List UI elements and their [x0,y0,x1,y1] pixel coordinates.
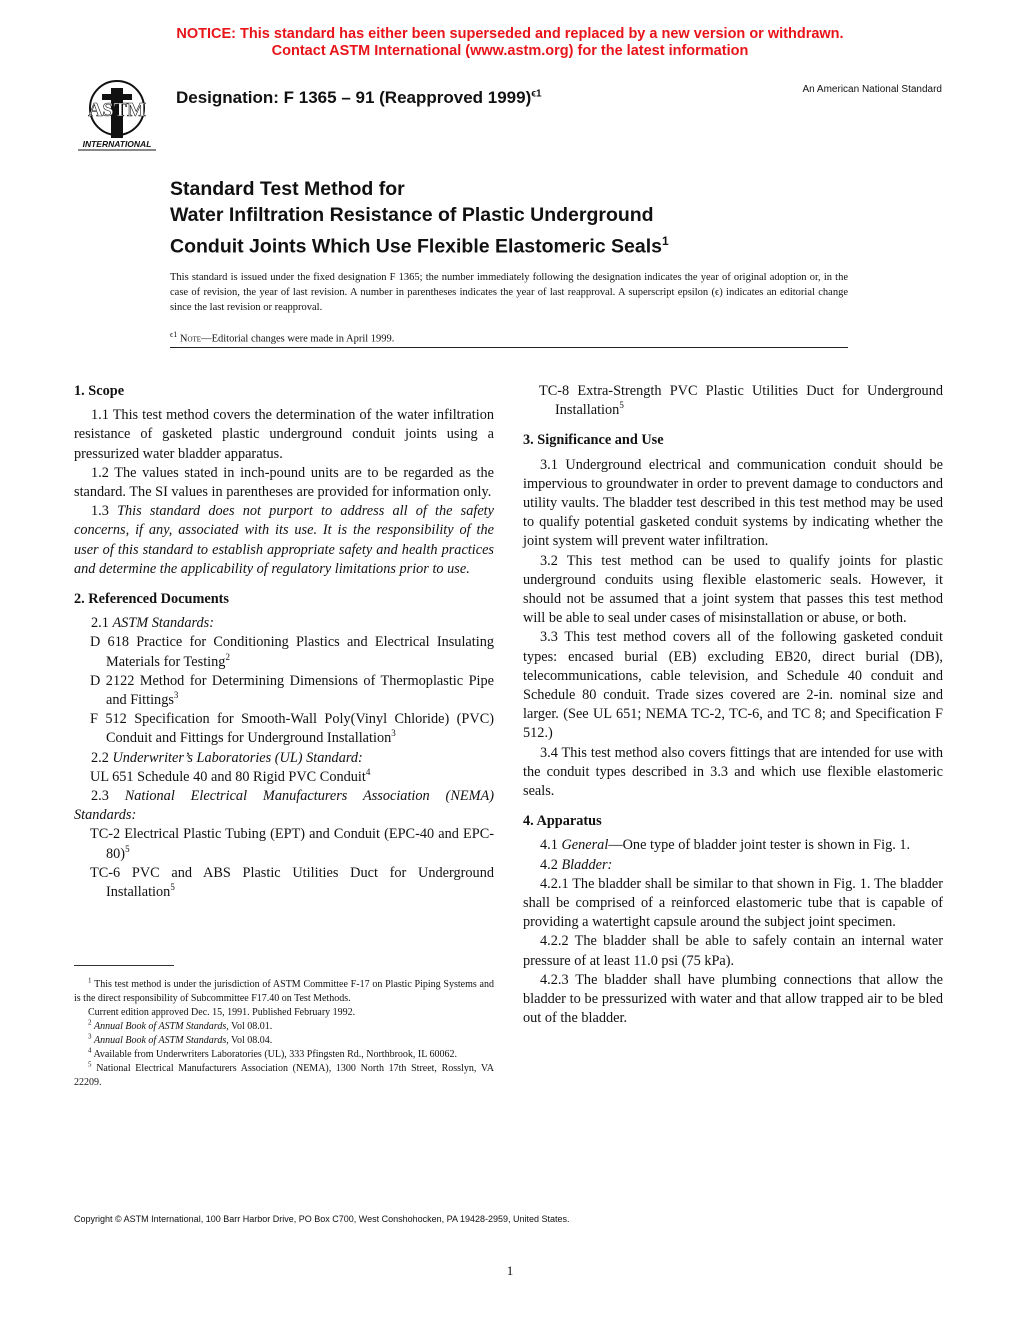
notice-line-1: NOTICE: This standard has either been superseded and replaced by a new version or withdrawn. [176,26,844,42]
logo-text: ASTM [88,99,146,121]
para-3-4: 3.4 This test method also covers fittings that are intended for use with the conduit types described in 3.3 and which use flexible elastomeric seals. [523,744,943,800]
section-4-heading: 4. Apparatus [523,813,602,830]
footnote-1 [74,978,494,1006]
para-1-2: 1.2 The values stated in inch-pound units are to be regarded as the standard. The SI values in parentheses are provided for information only. [74,464,494,501]
para-1-3-text: This standard does not purport to address all of the safety concerns, if any, associated with its use. It is the responsibility of the user of this standard to establish appropriate safety and health practices and determine the applicability of regulatory limitations prior to use. [74,503,494,577]
footnote-2-vol: , Vol 08.01. [226,1021,273,1032]
editorial-note [170,330,394,345]
ref-f512-sup: 3 [391,728,396,739]
ref-d618-sup: 2 [225,651,230,662]
para-2-3-text: National Electrical Manufacturers Association (NEMA) Standards: [74,788,494,824]
note-text: —Editorial changes were made in April 1999. [201,333,395,345]
designation-text: Designation: F 1365 – 91 (Reapproved 1999) [176,88,532,107]
footnote-5 [74,1062,494,1090]
designation [176,88,542,108]
header-rule [170,347,848,348]
para-4-1 [523,836,943,855]
ref-d618 [74,633,494,671]
ref-ul651-sup: 4 [365,767,371,778]
notice-line-2: Contact ASTM International (www.astm.org) for the latest information [271,43,749,59]
ref-tc6 [74,864,494,902]
footnote-5-text: National Electrical Manufacturers Association (NEMA), 1300 North 17th Street, Rosslyn, VA 22209. [74,1063,495,1088]
ref-tc2-sup: 5 [125,843,130,854]
para-2-2-text: Underwriter’s Laboratories (UL) Standard: [112,749,363,766]
para-4-1-text: —One type of bladder joint tester is shown in Fig. 1. [608,837,911,854]
footnote-rule [74,965,174,966]
ref-tc8-sup: 5 [619,400,624,411]
para-3-3: 3.3 This test method covers all of the following gasketed conduit types: encased burial (EB) excluding EB20, direct burial (DB), telecommunications, cable television, and Schedule 40 conduit and Schedule 80 conduit. Trade sizes covered are 2-in. nominal size and larger. (See UL 651; NEMA TC-2, TC-6, and TC 8; and Specification F 512.) [523,629,943,742]
para-1-3-num: 1.3 [91,503,109,520]
ref-d2122-sup: 3 [173,690,179,701]
ref-d618-text: D 618 Practice for Conditioning Plastics and Electrical Insulating Materials for Testing [90,634,494,670]
footnote-3-sup: 3 [88,1032,92,1041]
note-label: Note [179,333,202,345]
para-1-3 [74,502,494,579]
footnote-3-vol: , Vol 08.04. [226,1035,273,1046]
footnote-3 [74,1034,494,1048]
ref-tc6-sup: 5 [170,882,175,893]
para-2-1-num: 2.1 [91,615,109,632]
ref-f512-text: F 512 Specification for Smooth-Wall Poly(Vinyl Chloride) (PVC) Conduit and Fittings for Underground Installation [90,711,494,747]
ref-tc2 [74,825,494,863]
logo-caption: INTERNATIONAL [82,139,152,149]
ref-ul651-text: UL 651 Schedule 40 and 80 Rigid PVC Conduit [90,768,366,785]
para-4-2-2: 4.2.2 The bladder shall be able to safely contain an internal water pressure of at least 11.0 psi (75 kPa). [523,933,943,969]
title-line-2: Water Infiltration Resistance of Plastic Underground [170,204,654,226]
right-column [523,382,943,1029]
page-number: 1 [506,1263,514,1278]
footnote-5-sup: 5 [88,1060,92,1069]
para-2-2-num: 2.2 [91,749,109,766]
document-title [170,176,669,260]
designation-sup: ϵ1 [531,88,542,100]
footnote-2-sup: 2 [88,1018,92,1027]
para-4-2-num: 4.2 [540,856,558,873]
ref-tc2-text: TC-2 Electrical Plastic Tubing (EPT) and Conduit (EPC-40 and EPC-80) [90,826,494,862]
footnote-1b: Current edition approved Dec. 15, 1991. Published February 1992. [88,1007,356,1018]
ref-tc8 [523,382,943,420]
ref-d2122-text: D 2122 Method for Determining Dimensions of Thermoplastic Pipe and Fittings [90,672,494,709]
title-sup: 1 [661,234,669,248]
ref-ul651 [74,768,494,787]
para-4-2-3: 4.2.3 The bladder shall have plumbing connections that allow the bladder to be pressurized with water and that allow trapped air to be bled out of the bladder. [523,971,943,1027]
footnote-3-book: Annual Book of ASTM Standards [94,1035,227,1046]
notice-banner [0,26,1020,60]
para-4-2 [523,856,943,875]
footnote-4 [74,1048,494,1062]
para-4-1-term: General [561,837,609,854]
note-sup: ϵ1 [170,330,178,339]
intro-paragraph: This standard is issued under the fixed designation F 1365; the number immediately following the designation indicates the year of original adoption or, in the case of revision, the year of last revision. A number in parentheses indicates the year of last reapproval. A superscript epsilon (ϵ) indicates an editorial change since the last revision or reapproval. [170,272,848,313]
ref-tc8-text: TC-8 Extra-Strength PVC Plastic Utilities Duct for Underground Installation [539,383,943,419]
left-column [74,382,494,902]
astm-logo [72,80,162,152]
title-line-3: Conduit Joints Which Use Flexible Elastomeric Seals [170,235,662,258]
para-2-2 [74,749,494,768]
para-3-1: 3.1 Underground electrical and communication conduit should be impervious to groundwater in order to prevent damage to conductors and utility vaults. The bladder test described in this test method may be used to qualify potential gasketed conduit systems by indicating whether the joint system will prevent water infiltration. [523,456,943,550]
para-3-2: 3.2 This test method can be used to qualify joints for plastic underground conduits using flexible elastomeric seals. However, it should not be assumed that a joint system that passes this test method will be able to seal under cases of misinstallation or abuse, or both. [523,552,943,627]
footnote-2-book: Annual Book of ASTM Standards [94,1021,227,1032]
ref-tc6-text: TC-6 PVC and ABS Plastic Utilities Duct for Underground Installation [90,864,494,901]
footnote-4-sup: 4 [88,1046,92,1055]
footnote-1-text: This test method is under the jurisdiction of ASTM Committee F-17 on Plastic Piping Systems and is the direct responsibility of Subcommittee F17.40 on Test Methods. [74,979,494,1004]
para-2-3 [74,787,494,825]
ref-d2122 [74,672,494,710]
para-2-1-text: ASTM Standards: [112,615,214,632]
footnote-2 [74,1020,494,1034]
section-3-heading: 3. Significance and Use [523,432,664,449]
para-2-3-num: 2.3 [91,788,109,805]
copyright: Copyright © ASTM International, 100 Barr Harbor Drive, PO Box C700, West Conshohocken, PA 19428-2959, United States. [74,1214,570,1224]
para-1-1: 1.1 This test method covers the determination of the water infiltration resistance of gasketed plastic underground conduit joints using a pressurized water bladder apparatus. [74,407,494,462]
section-2-heading: 2. Referenced Documents [74,591,229,608]
footnotes [74,978,494,1090]
american-national-standard: An American National Standard [802,84,942,95]
title-line-1: Standard Test Method for [170,178,405,200]
footnote-1-sup: 1 [88,976,92,985]
section-1-heading: 1. Scope [74,383,125,399]
para-4-2-1: 4.2.1 The bladder shall be similar to that shown in Fig. 1. The bladder shall be comprised of a reinforced elastomeric tube that is capable of providing a watertight capsule around the subject joint specimen. [523,875,943,931]
para-4-2-term: Bladder: [561,856,613,873]
ref-f512 [74,710,494,748]
footnote-4-text: Available from Underwriters Laboratories (UL), 333 Pfingsten Rd., Northbrook, IL 60062. [93,1049,457,1060]
para-2-1 [74,614,494,633]
para-4-1-num: 4.1 [540,837,558,854]
